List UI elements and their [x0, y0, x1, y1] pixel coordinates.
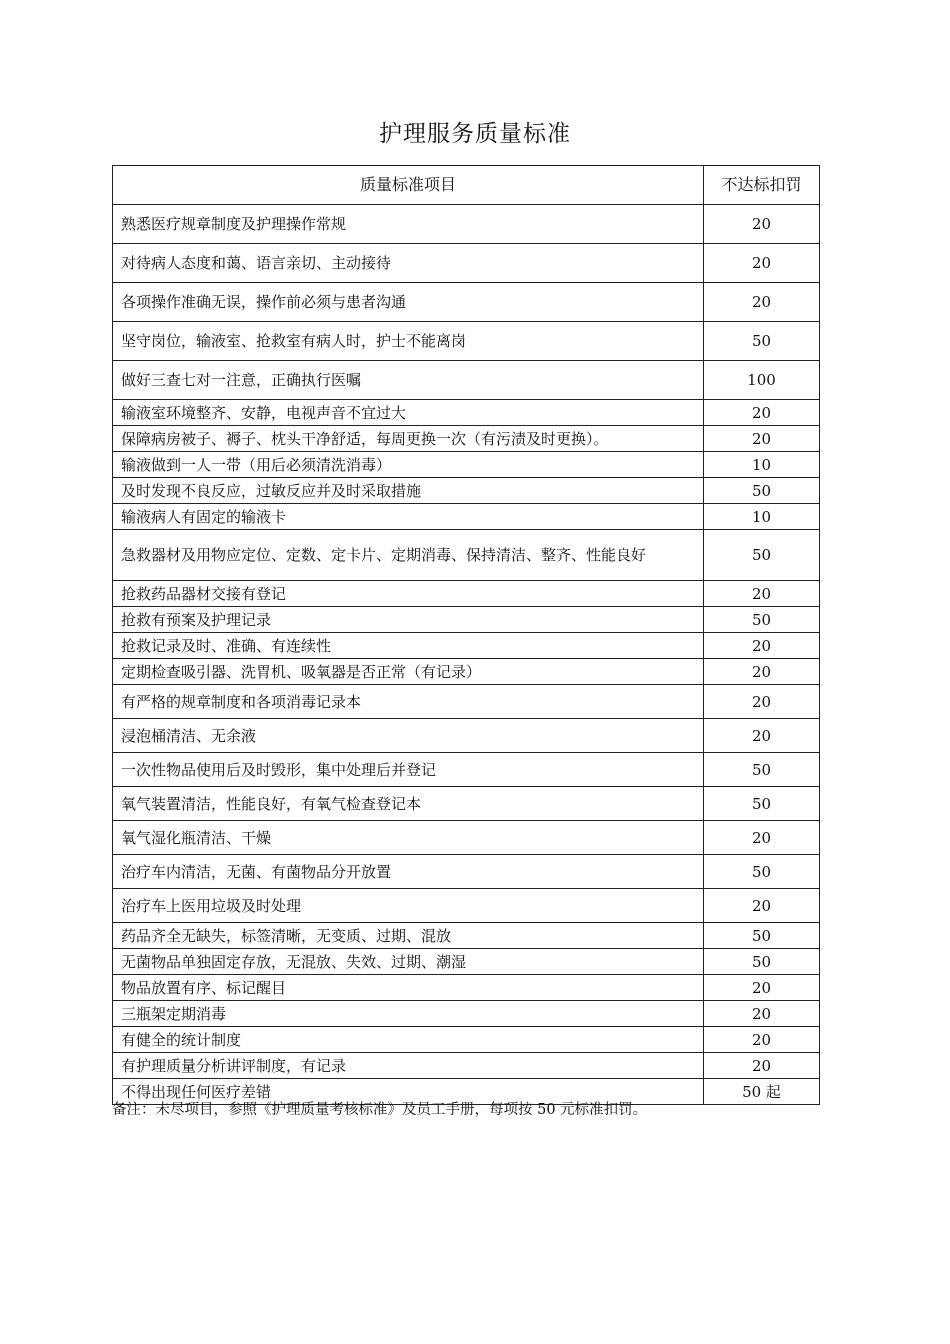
table-row	[113, 787, 820, 821]
standard-item-cell: 有健全的统计制度	[113, 1027, 704, 1053]
penalty-cell: 20	[704, 975, 820, 1001]
penalty-cell: 50	[704, 478, 820, 504]
penalty-cell: 20	[704, 685, 820, 719]
table-row	[113, 322, 820, 361]
table-row	[113, 400, 820, 426]
standard-item-cell: 药品齐全无缺失，标签清晰，无变质、过期、混放	[113, 923, 704, 949]
penalty-cell: 50	[704, 322, 820, 361]
standard-item-cell: 无菌物品单独固定存放，无混放、失效、过期、潮湿	[113, 949, 704, 975]
table-row	[113, 889, 820, 923]
penalty-cell: 20	[704, 1053, 820, 1079]
penalty-cell: 20	[704, 1027, 820, 1053]
table-row	[113, 633, 820, 659]
table-row	[113, 949, 820, 975]
table-row	[113, 452, 820, 478]
table-row	[113, 719, 820, 753]
penalty-cell: 50	[704, 530, 820, 581]
standard-item-cell: 急救器材及用物应定位、定数、定卡片、定期消毒、保持清洁、整齐、性能良好	[113, 530, 704, 581]
table-row	[113, 1053, 820, 1079]
penalty-cell: 20	[704, 205, 820, 244]
penalty-cell: 20	[704, 1001, 820, 1027]
quality-standards-table	[112, 165, 820, 1105]
penalty-cell: 10	[704, 504, 820, 530]
table-header-row	[113, 166, 820, 205]
table-row	[113, 283, 820, 322]
column-header-item: 质量标准项目	[113, 166, 704, 205]
document-title: 护理服务质量标准	[379, 121, 571, 147]
standard-item-cell: 治疗车内清洁，无菌、有菌物品分开放置	[113, 855, 704, 889]
penalty-cell: 10	[704, 452, 820, 478]
standard-item-cell: 一次性物品使用后及时毁形，集中处理后并登记	[113, 753, 704, 787]
table-row	[113, 659, 820, 685]
standard-item-cell: 定期检查吸引器、洗胃机、吸氧器是否正常（有记录）	[113, 659, 704, 685]
standard-item-cell: 输液病人有固定的输液卡	[113, 504, 704, 530]
table-row	[113, 855, 820, 889]
penalty-cell: 20	[704, 244, 820, 283]
table-row	[113, 685, 820, 719]
standard-item-cell: 治疗车上医用垃圾及时处理	[113, 889, 704, 923]
penalty-cell: 20	[704, 283, 820, 322]
penalty-cell: 20	[704, 821, 820, 855]
penalty-cell: 20	[704, 889, 820, 923]
table-row	[113, 478, 820, 504]
table-row	[113, 581, 820, 607]
penalty-cell: 50	[704, 949, 820, 975]
penalty-cell: 20	[704, 719, 820, 753]
penalty-cell: 20	[704, 426, 820, 452]
standard-item-cell: 抢救有预案及护理记录	[113, 607, 704, 633]
table-row	[113, 426, 820, 452]
table-row	[113, 1027, 820, 1053]
table-row	[113, 753, 820, 787]
standard-item-cell: 氧气装置清洁，性能良好，有氧气检查登记本	[113, 787, 704, 821]
standard-item-cell: 浸泡桶清洁、无余液	[113, 719, 704, 753]
table-row	[113, 205, 820, 244]
table-row	[113, 504, 820, 530]
standard-item-cell: 及时发现不良反应，过敏反应并及时采取措施	[113, 478, 704, 504]
penalty-cell: 20	[704, 633, 820, 659]
penalty-cell: 20	[704, 400, 820, 426]
table-row	[113, 607, 820, 633]
standard-item-cell: 做好三查七对一注意，正确执行医嘱	[113, 361, 704, 400]
standard-item-cell: 输液做到一人一带（用后必须清洗消毒）	[113, 452, 704, 478]
penalty-cell: 50 起	[704, 1079, 820, 1105]
table-row	[113, 244, 820, 283]
penalty-cell: 50	[704, 855, 820, 889]
table-row	[113, 923, 820, 949]
table-row	[113, 530, 820, 581]
standard-item-cell: 三瓶架定期消毒	[113, 1001, 704, 1027]
standard-item-cell: 熟悉医疗规章制度及护理操作常规	[113, 205, 704, 244]
standard-item-cell: 各项操作准确无误，操作前必须与患者沟通	[113, 283, 704, 322]
standard-item-cell: 抢救记录及时、准确、有连续性	[113, 633, 704, 659]
column-header-penalty: 不达标扣罚	[704, 166, 820, 205]
table-row	[113, 1001, 820, 1027]
penalty-cell: 50	[704, 607, 820, 633]
standard-item-cell: 坚守岗位，输液室、抢救室有病人时，护士不能离岗	[113, 322, 704, 361]
penalty-cell: 50	[704, 923, 820, 949]
penalty-cell: 20	[704, 581, 820, 607]
standard-item-cell: 氧气湿化瓶清洁、干燥	[113, 821, 704, 855]
standard-item-cell: 输液室环境整齐、安静，电视声音不宜过大	[113, 400, 704, 426]
table-row	[113, 361, 820, 400]
table-body	[113, 205, 820, 1105]
footnote: 备注：未尽项目，参照《护理质量考核标准》及员工手册，每项按 50 元标准扣罚。	[112, 1102, 648, 1118]
standard-item-cell: 有护理质量分析讲评制度，有记录	[113, 1053, 704, 1079]
penalty-cell: 100	[704, 361, 820, 400]
table-row	[113, 821, 820, 855]
penalty-cell: 50	[704, 787, 820, 821]
standard-item-cell: 抢救药品器材交接有登记	[113, 581, 704, 607]
standard-item-cell: 有严格的规章制度和各项消毒记录本	[113, 685, 704, 719]
penalty-cell: 20	[704, 659, 820, 685]
penalty-cell: 50	[704, 753, 820, 787]
standard-item-cell: 不得出现任何医疗差错	[113, 1079, 704, 1105]
standard-item-cell: 物品放置有序、标记醒目	[113, 975, 704, 1001]
table-row	[113, 975, 820, 1001]
standard-item-cell: 对待病人态度和蔼、语言亲切、主动接待	[113, 244, 704, 283]
standard-item-cell: 保障病房被子、褥子、枕头干净舒适，每周更换一次（有污渍及时更换）。	[113, 426, 704, 452]
